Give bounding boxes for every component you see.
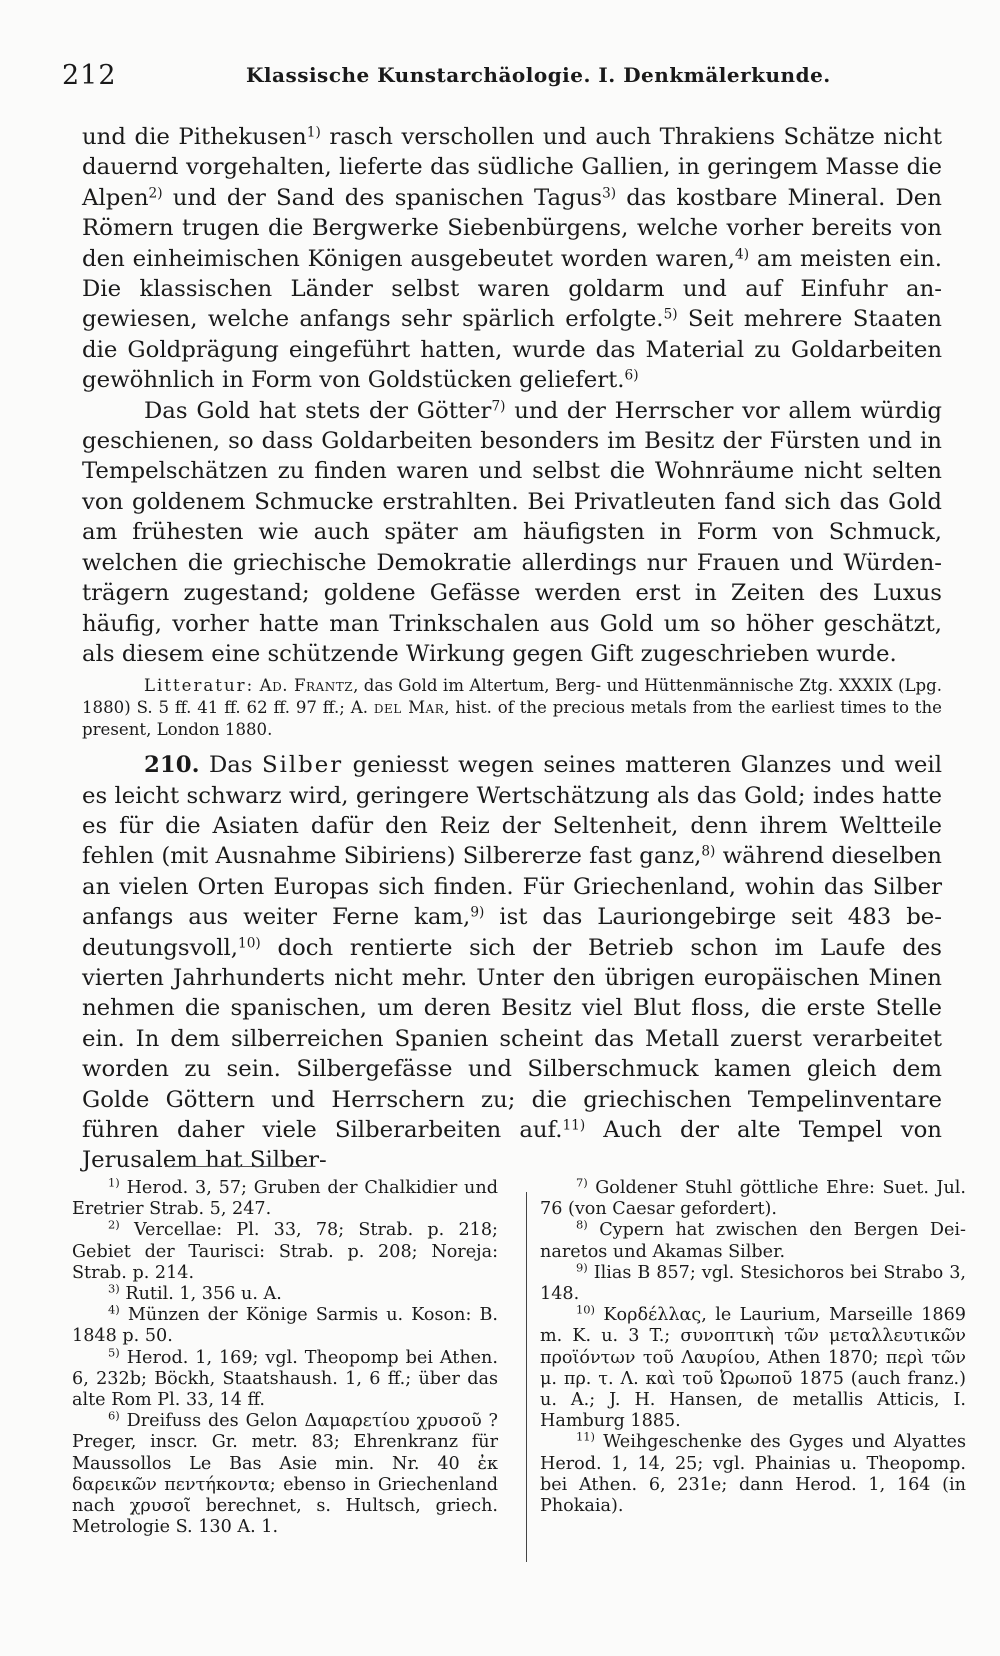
footnote-number: 4): [108, 1302, 120, 1317]
page-number: 212: [62, 60, 117, 91]
footnote-ref: 2): [148, 185, 163, 202]
literature-note: Litteratur: Ad. Frantz, das Gold im Altertum, Berg- und Hüttenmännische Ztg. XXXIX (Lpg. 1880) S. 5 ff. 41 ff. 62 ff. 97 ff.; A. del Mar, hist. of the precious metals from the earliest times to the present, London 1880.: [82, 676, 942, 739]
footnote: $^{3)}$ Rutil. 1, 356 u. A.: [108, 1281, 282, 1305]
footnote-number: 8): [576, 1218, 588, 1233]
footnote: $^{4)}$ Münzen der Könige Sarmis u. Koson: B. 1848 p. 50.: [72, 1302, 498, 1347]
author-name: del Mar: [373, 697, 445, 717]
page-header: [62, 60, 942, 96]
footnote-number: 5): [108, 1345, 120, 1360]
footnote-ref: 3): [602, 185, 617, 202]
footnote-number: 10): [576, 1302, 596, 1317]
main-text: [82, 122, 942, 1176]
footnote-ref: 5): [663, 306, 678, 323]
footnote-separator: [165, 1166, 315, 1167]
footnote-number: 9): [576, 1260, 588, 1275]
section-number: 210.: [144, 752, 200, 779]
footnote-ref: 1): [306, 124, 321, 141]
footnote-number: 3): [108, 1281, 120, 1296]
paragraph-gold-usage: Das Gold hat stets der Götter$^{7)}$ und der Herrscher vor allem würdig geschienen, so dass Goldarbeiten besonders im Besitz der Fürsten und in Tempelschätzen zu finden waren und selbst die Wohnräume nicht selten von goldenem Schmucke erstrahlten. Bei Privatleuten fand sich das Gold am frühesten wie auch später am häufigsten in Form von Schmuck, welchen die griechische Demokratie allerdings nur Frauen und Würdenträgern zugestand; goldene Gefässe werden erst in Zeiten des Luxus häufig, vorher hatte man Trinkschalen aus Gold um so höher geschätzt, als diesem eine schützende Wirkung gegen Gift zugeschrieben wurde.: [82, 397, 942, 667]
footnote: $^{9)}$ Ilias B 857; vgl. Stesichoros bei Strabo 3, 148.: [540, 1260, 966, 1305]
footnote-ref: 8): [701, 843, 716, 860]
footnote: $^{2)}$ Vercellae: Pl. 33, 78; Strab. p. 218; Gebiet der Taurisci: Strab. p. 208; Noreja: Strab. p. 214.: [72, 1218, 498, 1283]
footnote: $^{5)}$ Herod. 1, 169; vgl. Theopomp bei Athen. 6, 232b; Böckh, Staatshaush. 1, 6 ff.; über das alte Rom Pl. 33, 14 ff.: [72, 1345, 498, 1411]
author-name: Ad. Frantz: [259, 676, 354, 696]
footnote-column-divider: [526, 1192, 527, 1562]
footnote-number: 7): [576, 1175, 588, 1190]
literature-label: Litteratur:: [144, 676, 255, 696]
footnote: $^{1)}$ Herod. 3, 57; Gruben der Chalkidier und Eretrier Strab. 5, 247.: [72, 1175, 498, 1220]
footnotes-left-column: [72, 1175, 498, 1538]
footnote-ref: 11): [562, 1117, 586, 1134]
footnote-ref: 10): [238, 935, 261, 952]
footnote-ref: 9): [470, 904, 485, 921]
footnote-number: 1): [108, 1175, 120, 1190]
footnote: $^{8)}$ Cypern hat zwischen den Bergen Deinaretos und Akamas Silber.: [540, 1218, 966, 1262]
footnote: $^{10)}$ Κορδέλλας, le Laurium, Marseille 1869 m. K. u. 3 T.; συνοπτικὴ τῶν μεταλλευτικῶν προϊόντων τοῦ Λαυρίου, Athen 1870; περὶ τῶν μ. πρ. τ. Λ. καὶ τοῦ Ὠρωποῦ 1875 (auch franz.) u. A.; J. H. Hansen, de metallis Atticis, I. Hamburg 1885.: [540, 1302, 966, 1432]
paragraph-gold-sources: und die Pithekusen$^{1)}$ rasch verschollen und auch Thrakiens Schätze nicht dauernd vorgehalten, lieferte das südliche Gallien, in geringem Masse die Alpen$^{2)}$ und der Sand des spanischen Tagus$^{3)}$ das kostbare Mineral. Den Römern trugen die Bergwerke Siebenbürgens, welche vorher bereits von den einheimischen Königen ausgebeutet worden waren,$^{4)}$ am meisten ein. Die klassischen Länder selbst waren goldarm und auf Einfuhr angewiesen, welche anfangs sehr spärlich erfolgte.$^{5)}$ Seit mehrere Staaten die Goldprägung eingeführt hatten, wurde das Material zu Goldarbeiten gewöhnlich in Form von Goldstücken geliefert.$^{6)}$: [82, 124, 942, 394]
footnote: $^{7)}$ Goldener Stuhl göttliche Ehre: Suet. Jul. 76 (von Caesar gefordert).: [540, 1175, 966, 1220]
section-keyword: Silber: [261, 752, 344, 779]
footnote-ref: 7): [491, 398, 506, 415]
footnote-number: 11): [576, 1430, 596, 1445]
footnotes-right-column: [540, 1175, 966, 1517]
running-title: Klassische Kunstarchäologie. I. Denkmälerkunde.: [246, 63, 831, 87]
footnote: $^{11)}$ Weihgeschenke des Gyges und Alyattes Herod. 1, 14, 25; vgl. Phainias u. Theopomp. bei Athen. 6, 231e; dann Herod. 1, 164 (in Phokaia).: [540, 1430, 966, 1517]
section-210-silver: 210. Das Silber geniesst wegen seines matteren Glanzes und weil es leicht schwarz wird, geringere Wertschätzung als das Gold; indes hatte es für die Asiaten dafür den Reiz der Seltenheit, denn ihrem Weltteile fehlen (mit Ausnahme Sibiriens) Silbererze fast ganz,$^{8)}$ während dieselben an vielen Orten Europas sich finden. Für Griechenland, wohin das Silber anfangs aus weiter Ferne kam,$^{9)}$ ist das Lauriongebirge seit 483 bedeutungsvoll,$^{10)}$ doch rentierte sich der Betrieb schon im Laufe des vierten Jahrhunderts nicht mehr. Unter den übrigen europäischen Minen nehmen die spanischen, um deren Besitz viel Blut floss, die erste Stelle ein. In dem silberreichen Spanien scheint das Metall zuerst verarbeitet worden zu sein. Silbergefässe und Silberschmuck kamen gleich dem Golde Göttern und Herrschern zu; die griechischen Tempelinventare führen daher viele Silberarbeiten auf.$^{11)}$ Auch der alte Tempel von Jerusalem hat Silber-: [82, 752, 943, 1174]
footnote-number: 6): [108, 1408, 120, 1423]
footnote-ref: 6): [624, 367, 639, 384]
footnote: $^{6)}$ Dreifuss des Gelon Δαμαρετίου χρυσοῦ ? Preger, inscr. Gr. metr. 83; Ehrenkranz für Maussollos Le Bas Asie min. Nr. 40 ἐκ δαρεικῶν πεντήκοντα; ebenso in Griechenland nach χρυσοῖ berechnet, s. Hultsch, griech. Metrologie S. 130 A. 1.: [72, 1408, 498, 1538]
footnote-number: 2): [108, 1218, 120, 1233]
footnote-ref: 4): [735, 246, 750, 263]
